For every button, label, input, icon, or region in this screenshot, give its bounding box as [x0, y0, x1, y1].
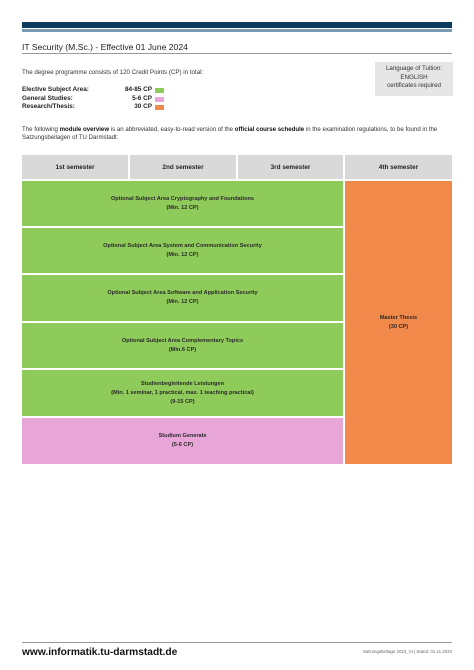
- paragraph-text: The following: [22, 126, 60, 133]
- document-title: IT Security (M.Sc.) - Effective 01 June 2024: [22, 42, 188, 52]
- semester-header-1: 1st semester: [22, 155, 128, 179]
- semester-header-3: 3rd semester: [238, 155, 343, 179]
- cp-label: Elective Subject Area:: [22, 86, 89, 93]
- cp-value: 84-85 CP: [125, 86, 152, 93]
- language-line-3: certificates required: [387, 82, 441, 90]
- block-title: Optional Subject Area Complementary Topics: [121, 337, 244, 344]
- module-block-studium-generale: [22, 418, 343, 464]
- block-cp: (Min. 12 CP): [166, 299, 199, 305]
- intro-text: The degree programme consists of 120 Credit Points (CP) in total:: [22, 69, 204, 76]
- paragraph-bold: module overview: [59, 126, 110, 133]
- overview-paragraph: [22, 126, 452, 141]
- title-divider: [22, 53, 452, 54]
- module-block-master-thesis: [345, 181, 452, 464]
- block-cp: (Min.6 CP): [168, 346, 197, 353]
- module-block-cryptography: [22, 181, 343, 226]
- cp-list: [22, 86, 164, 112]
- block-cp: (Min. 12 CP): [166, 204, 199, 211]
- footer-url: www.informatik.tu-darmstadt.de: [22, 647, 178, 658]
- block-requirements: (Min. 1 seminar, 1 practical, max. 1 teaching practical): [111, 389, 254, 396]
- paragraph-text: in the examination regulations, to be found in the Satzungsbeilagen of TU Darmstadt:: [22, 126, 438, 141]
- cp-value: 30 CP: [134, 103, 152, 110]
- module-block-complementary: [22, 323, 343, 368]
- cp-row-general: [22, 95, 164, 104]
- cp-label: General Studies:: [22, 94, 73, 102]
- block-title: Studienbegleitende Leistungen: [141, 380, 224, 387]
- block-cp: (9-15 CP): [170, 398, 195, 405]
- block-title: Optional Subject Area System and Communication Security: [103, 242, 262, 249]
- semester-header-2: 2nd semester: [130, 155, 236, 179]
- block-cp: (5-6 CP): [171, 442, 194, 448]
- footer-divider: [22, 642, 452, 643]
- module-block-software-security: [22, 275, 343, 321]
- paragraph-text: is an abbreviated, easy-to-read version of the: [109, 126, 235, 133]
- language-line-1: Language of Tuition:: [385, 65, 443, 72]
- color-swatch: [155, 88, 164, 93]
- block-title: Optional Subject Area Software and Application Security: [107, 290, 258, 296]
- language-box: [375, 62, 453, 96]
- block-cp: (30 CP): [388, 323, 409, 330]
- paragraph-bold: official course schedule: [234, 126, 305, 133]
- color-swatch: [155, 105, 164, 110]
- cp-row-research: [22, 103, 164, 112]
- footer-meta: Satzungsbeilage 2023_VI | Stand: 01.11.2023: [362, 649, 452, 654]
- block-title: Studium Generale: [158, 433, 207, 439]
- color-swatch: [155, 97, 164, 102]
- cp-value: 5-6 CP: [132, 94, 152, 102]
- language-line-2: ENGLISH: [400, 73, 428, 81]
- module-block-studienbegleitende: [22, 370, 343, 416]
- header-bar: [22, 22, 452, 28]
- module-block-system-security: [22, 228, 343, 273]
- block-cp: (Min. 12 CP): [166, 251, 199, 258]
- cp-row-elective: [22, 86, 164, 95]
- cp-label: Research/Thesis:: [22, 103, 75, 110]
- header-bar-accent: [22, 29, 452, 32]
- semester-header-4: 4th semester: [345, 155, 452, 179]
- block-title: Optional Subject Area Cryptography and Foundations: [110, 195, 255, 202]
- block-title: Master Thesis: [379, 314, 418, 321]
